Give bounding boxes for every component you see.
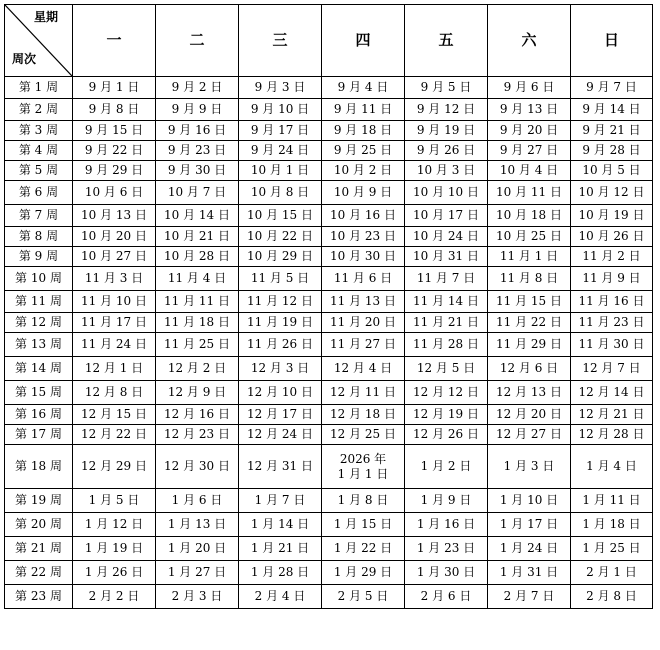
date-cell: 11 月 11 日 — [156, 291, 239, 313]
week-row — [5, 161, 653, 181]
date-cell: 11 月 18 日 — [156, 313, 239, 333]
date-cell: 10 月 22 日 — [239, 227, 322, 247]
date-cell: 9 月 11 日 — [322, 99, 405, 121]
date-cell: 10 月 17 日 — [405, 205, 488, 227]
week-row — [5, 227, 653, 247]
date-cell: 1 月 12 日 — [73, 513, 156, 537]
date-cell: 9 月 10 日 — [239, 99, 322, 121]
date-cell: 9 月 15 日 — [73, 121, 156, 141]
date-cell: 11 月 1 日 — [488, 247, 571, 267]
date-cell: 1 月 28 日 — [239, 561, 322, 585]
date-cell: 11 月 20 日 — [322, 313, 405, 333]
week-row — [5, 489, 653, 513]
date-cell: 12 月 28 日 — [571, 425, 653, 445]
date-cell — [322, 445, 405, 489]
date-cell: 11 月 13 日 — [322, 291, 405, 313]
date-cell: 9 月 8 日 — [73, 99, 156, 121]
date-cell: 1 月 18 日 — [571, 513, 653, 537]
date-cell: 2 月 5 日 — [322, 585, 405, 609]
date-cell: 9 月 27 日 — [488, 141, 571, 161]
date-cell: 2 月 8 日 — [571, 585, 653, 609]
date-cell: 11 月 3 日 — [73, 267, 156, 291]
date-cell: 9 月 6 日 — [488, 77, 571, 99]
date-cell: 9 月 24 日 — [239, 141, 322, 161]
date-cell: 12 月 16 日 — [156, 405, 239, 425]
date-cell: 2 月 7 日 — [488, 585, 571, 609]
date-cell: 9 月 4 日 — [322, 77, 405, 99]
week-row — [5, 445, 653, 489]
date-cell: 11 月 28 日 — [405, 333, 488, 357]
date-cell: 11 月 21 日 — [405, 313, 488, 333]
calendar-body — [5, 77, 653, 609]
date-cell: 9 月 7 日 — [571, 77, 653, 99]
week-row — [5, 513, 653, 537]
date-cell: 9 月 13 日 — [488, 99, 571, 121]
date-cell: 12 月 8 日 — [73, 381, 156, 405]
date-cell: 12 月 19 日 — [405, 405, 488, 425]
date-cell: 12 月 12 日 — [405, 381, 488, 405]
date-cell: 9 月 28 日 — [571, 141, 653, 161]
date-cell-line: 2026 年 — [339, 451, 387, 466]
date-cell: 11 月 6 日 — [322, 267, 405, 291]
week-row — [5, 537, 653, 561]
date-cell: 11 月 2 日 — [571, 247, 653, 267]
date-cell: 1 月 22 日 — [322, 537, 405, 561]
date-cell: 1 月 24 日 — [488, 537, 571, 561]
date-cell: 9 月 16 日 — [156, 121, 239, 141]
date-cell: 1 月 11 日 — [571, 489, 653, 513]
date-cell: 10 月 15 日 — [239, 205, 322, 227]
date-cell: 1 月 19 日 — [73, 537, 156, 561]
header-row — [5, 5, 653, 77]
week-row — [5, 561, 653, 585]
week-row — [5, 405, 653, 425]
date-cell-line: 1 月 1 日 — [337, 466, 389, 481]
date-cell: 11 月 9 日 — [571, 267, 653, 291]
week-label: 第 7 周 — [5, 205, 73, 227]
date-cell: 1 月 14 日 — [239, 513, 322, 537]
date-cell: 1 月 17 日 — [488, 513, 571, 537]
date-cell: 9 月 21 日 — [571, 121, 653, 141]
date-cell: 11 月 14 日 — [405, 291, 488, 313]
corner-label-weekday: 星期 — [33, 10, 58, 24]
week-row — [5, 121, 653, 141]
date-cell: 2 月 2 日 — [73, 585, 156, 609]
week-label: 第 4 周 — [5, 141, 73, 161]
date-cell: 9 月 9 日 — [156, 99, 239, 121]
date-cell: 10 月 13 日 — [73, 205, 156, 227]
date-cell: 10 月 14 日 — [156, 205, 239, 227]
week-row — [5, 357, 653, 381]
day-header-fri: 五 — [405, 5, 488, 77]
date-cell: 11 月 7 日 — [405, 267, 488, 291]
date-cell: 11 月 8 日 — [488, 267, 571, 291]
day-header-tue: 二 — [156, 5, 239, 77]
week-row — [5, 77, 653, 99]
date-cell: 10 月 12 日 — [571, 181, 653, 205]
date-cell: 10 月 9 日 — [322, 181, 405, 205]
week-row — [5, 141, 653, 161]
day-header-wed: 三 — [239, 5, 322, 77]
date-cell: 12 月 9 日 — [156, 381, 239, 405]
date-cell: 11 月 5 日 — [239, 267, 322, 291]
day-header-thu: 四 — [322, 5, 405, 77]
date-cell: 9 月 17 日 — [239, 121, 322, 141]
date-cell: 11 月 17 日 — [73, 313, 156, 333]
date-cell: 10 月 18 日 — [488, 205, 571, 227]
date-cell: 2 月 4 日 — [239, 585, 322, 609]
date-cell: 12 月 6 日 — [488, 357, 571, 381]
date-cell: 11 月 4 日 — [156, 267, 239, 291]
date-cell: 12 月 30 日 — [156, 445, 239, 489]
week-row — [5, 181, 653, 205]
date-cell: 10 月 21 日 — [156, 227, 239, 247]
date-cell: 2 月 6 日 — [405, 585, 488, 609]
week-row — [5, 425, 653, 445]
week-label: 第 18 周 — [5, 445, 73, 489]
date-cell: 1 月 27 日 — [156, 561, 239, 585]
date-cell: 12 月 29 日 — [73, 445, 156, 489]
date-cell: 9 月 29 日 — [73, 161, 156, 181]
week-row — [5, 205, 653, 227]
date-cell: 11 月 24 日 — [73, 333, 156, 357]
date-cell: 1 月 20 日 — [156, 537, 239, 561]
date-cell: 1 月 4 日 — [571, 445, 653, 489]
date-cell: 12 月 2 日 — [156, 357, 239, 381]
date-cell: 1 月 9 日 — [405, 489, 488, 513]
date-cell: 11 月 10 日 — [73, 291, 156, 313]
date-cell: 2 月 1 日 — [571, 561, 653, 585]
date-cell: 12 月 26 日 — [405, 425, 488, 445]
date-cell: 11 月 23 日 — [571, 313, 653, 333]
date-cell: 12 月 4 日 — [322, 357, 405, 381]
date-cell: 10 月 27 日 — [73, 247, 156, 267]
week-row — [5, 267, 653, 291]
day-header-mon: 一 — [73, 5, 156, 77]
date-cell: 1 月 16 日 — [405, 513, 488, 537]
date-cell: 12 月 3 日 — [239, 357, 322, 381]
date-cell: 12 月 20 日 — [488, 405, 571, 425]
date-cell: 11 月 22 日 — [488, 313, 571, 333]
date-cell: 10 月 24 日 — [405, 227, 488, 247]
date-cell: 1 月 31 日 — [488, 561, 571, 585]
date-cell: 9 月 30 日 — [156, 161, 239, 181]
week-label: 第 20 周 — [5, 513, 73, 537]
date-cell: 1 月 30 日 — [405, 561, 488, 585]
date-cell: 1 月 26 日 — [73, 561, 156, 585]
date-cell: 9 月 25 日 — [322, 141, 405, 161]
date-cell: 10 月 31 日 — [405, 247, 488, 267]
date-cell: 12 月 24 日 — [239, 425, 322, 445]
week-label: 第 9 周 — [5, 247, 73, 267]
week-label: 第 19 周 — [5, 489, 73, 513]
week-label: 第 23 周 — [5, 585, 73, 609]
week-label: 第 14 周 — [5, 357, 73, 381]
week-row — [5, 247, 653, 267]
date-cell: 10 月 20 日 — [73, 227, 156, 247]
date-cell: 10 月 26 日 — [571, 227, 653, 247]
date-cell: 1 月 7 日 — [239, 489, 322, 513]
week-label: 第 1 周 — [5, 77, 73, 99]
week-label: 第 8 周 — [5, 227, 73, 247]
week-label: 第 22 周 — [5, 561, 73, 585]
date-cell: 11 月 30 日 — [571, 333, 653, 357]
date-cell: 1 月 2 日 — [405, 445, 488, 489]
date-cell: 12 月 23 日 — [156, 425, 239, 445]
date-cell: 10 月 10 日 — [405, 181, 488, 205]
date-cell: 10 月 2 日 — [322, 161, 405, 181]
date-cell: 1 月 21 日 — [239, 537, 322, 561]
date-cell: 1 月 15 日 — [322, 513, 405, 537]
date-cell: 11 月 15 日 — [488, 291, 571, 313]
date-cell: 9 月 18 日 — [322, 121, 405, 141]
week-label: 第 6 周 — [5, 181, 73, 205]
calendar-table — [4, 4, 653, 609]
date-cell: 12 月 21 日 — [571, 405, 653, 425]
date-cell: 12 月 17 日 — [239, 405, 322, 425]
week-label: 第 16 周 — [5, 405, 73, 425]
date-cell: 10 月 8 日 — [239, 181, 322, 205]
date-cell: 9 月 14 日 — [571, 99, 653, 121]
date-cell: 1 月 8 日 — [322, 489, 405, 513]
week-label: 第 15 周 — [5, 381, 73, 405]
date-cell: 1 月 29 日 — [322, 561, 405, 585]
date-cell: 9 月 23 日 — [156, 141, 239, 161]
date-cell: 10 月 23 日 — [322, 227, 405, 247]
date-cell: 11 月 26 日 — [239, 333, 322, 357]
week-label: 第 12 周 — [5, 313, 73, 333]
date-cell: 10 月 1 日 — [239, 161, 322, 181]
week-label: 第 2 周 — [5, 99, 73, 121]
corner-header — [5, 5, 73, 77]
week-label: 第 17 周 — [5, 425, 73, 445]
date-cell: 10 月 16 日 — [322, 205, 405, 227]
date-cell: 12 月 7 日 — [571, 357, 653, 381]
date-cell: 9 月 22 日 — [73, 141, 156, 161]
date-cell: 11 月 19 日 — [239, 313, 322, 333]
week-row — [5, 381, 653, 405]
week-row — [5, 333, 653, 357]
date-cell: 10 月 3 日 — [405, 161, 488, 181]
week-label: 第 10 周 — [5, 267, 73, 291]
date-cell: 10 月 4 日 — [488, 161, 571, 181]
week-label: 第 5 周 — [5, 161, 73, 181]
date-cell: 9 月 19 日 — [405, 121, 488, 141]
week-row — [5, 99, 653, 121]
date-cell: 11 月 25 日 — [156, 333, 239, 357]
date-cell: 12 月 1 日 — [73, 357, 156, 381]
date-cell: 10 月 28 日 — [156, 247, 239, 267]
date-cell: 10 月 11 日 — [488, 181, 571, 205]
date-cell: 10 月 7 日 — [156, 181, 239, 205]
date-cell: 10 月 29 日 — [239, 247, 322, 267]
week-row — [5, 291, 653, 313]
date-cell: 10 月 5 日 — [571, 161, 653, 181]
week-row — [5, 585, 653, 609]
date-cell: 1 月 13 日 — [156, 513, 239, 537]
date-cell: 9 月 26 日 — [405, 141, 488, 161]
date-cell: 2 月 3 日 — [156, 585, 239, 609]
date-cell: 10 月 6 日 — [73, 181, 156, 205]
date-cell: 12 月 25 日 — [322, 425, 405, 445]
date-cell: 11 月 12 日 — [239, 291, 322, 313]
date-cell: 12 月 14 日 — [571, 381, 653, 405]
date-cell: 9 月 12 日 — [405, 99, 488, 121]
date-cell: 1 月 5 日 — [73, 489, 156, 513]
date-cell: 11 月 29 日 — [488, 333, 571, 357]
week-label: 第 11 周 — [5, 291, 73, 313]
date-cell: 1 月 10 日 — [488, 489, 571, 513]
week-label: 第 3 周 — [5, 121, 73, 141]
date-cell: 1 月 6 日 — [156, 489, 239, 513]
date-cell: 9 月 5 日 — [405, 77, 488, 99]
date-cell: 12 月 5 日 — [405, 357, 488, 381]
week-label: 第 21 周 — [5, 537, 73, 561]
date-cell: 12 月 18 日 — [322, 405, 405, 425]
date-cell: 10 月 25 日 — [488, 227, 571, 247]
date-cell: 12 月 27 日 — [488, 425, 571, 445]
date-cell: 1 月 25 日 — [571, 537, 653, 561]
date-cell: 12 月 10 日 — [239, 381, 322, 405]
date-cell: 11 月 16 日 — [571, 291, 653, 313]
date-cell: 10 月 30 日 — [322, 247, 405, 267]
date-cell: 1 月 3 日 — [488, 445, 571, 489]
date-cell: 12 月 22 日 — [73, 425, 156, 445]
corner-label-week: 周次 — [12, 52, 37, 66]
date-cell: 12 月 13 日 — [488, 381, 571, 405]
week-row — [5, 313, 653, 333]
date-cell: 1 月 23 日 — [405, 537, 488, 561]
date-cell: 12 月 15 日 — [73, 405, 156, 425]
date-cell: 12 月 31 日 — [239, 445, 322, 489]
date-cell: 9 月 1 日 — [73, 77, 156, 99]
date-cell: 9 月 20 日 — [488, 121, 571, 141]
week-label: 第 13 周 — [5, 333, 73, 357]
day-header-sun: 日 — [571, 5, 653, 77]
date-cell: 10 月 19 日 — [571, 205, 653, 227]
date-cell: 11 月 27 日 — [322, 333, 405, 357]
date-cell: 9 月 3 日 — [239, 77, 322, 99]
date-cell: 9 月 2 日 — [156, 77, 239, 99]
day-header-sat: 六 — [488, 5, 571, 77]
date-cell: 12 月 11 日 — [322, 381, 405, 405]
